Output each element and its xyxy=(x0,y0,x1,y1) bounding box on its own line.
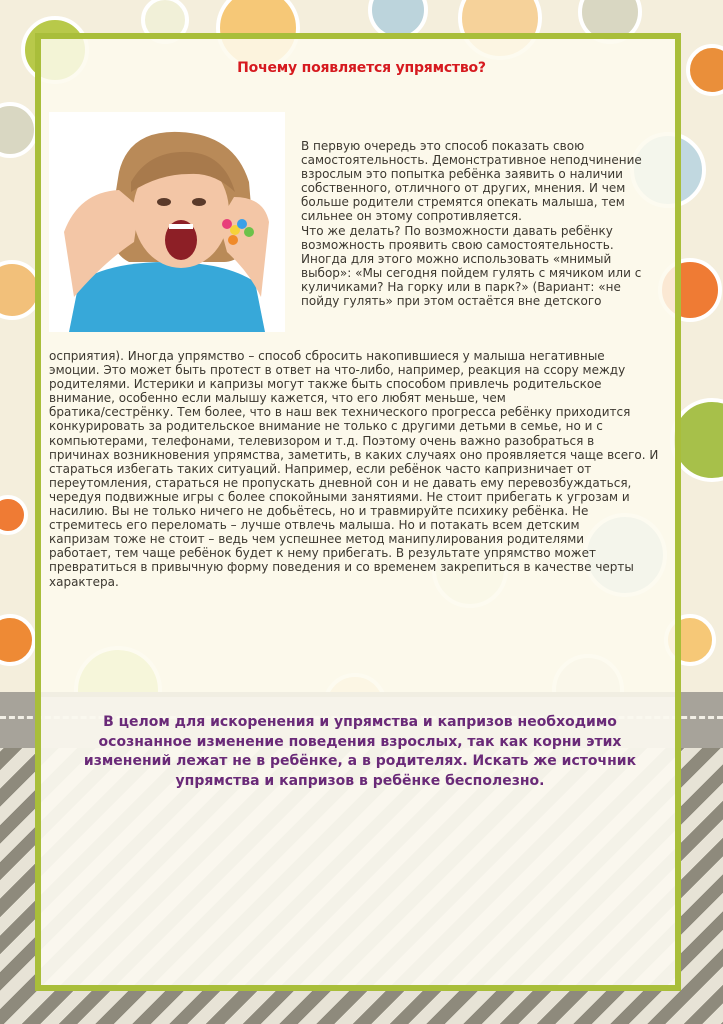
main-paragraph-text: осприятия). Иногда упрямство – способ сбросить накопившиеся у малыша негативные эмоции. Это может быть протест в ответ на что-либо, например, реакция на ссору между родителями. Истерики и капризы могут также быть способом привлечь родительское внимание, особенно если малышу кажется, что его любят меньше, чем братика/сестрёнку. Тем более, что в наш век технического прогресса ребёнку приходится конкурировать за родительское внимание не только с другими детьми в семье, но и с компьютерами, телефонами, телевизором и т.д. Поэтому очень важно разобраться в причинах возникновения упрямства, заметить, в каких случаях оно проявляется чаще всего. И стараться избегать таких ситуаций. Например, если ребёнок часто капризничает от переутомления, стараться не пропускать дневной сон и не давать ему перевозбуждаться, чередуя подвижные игры с более спокойными занятиями. Не стоит прибегать к угрозам и насилию. Вы не только ничего не добьётесь, но и травмируйте психику ребёнка. Не стремитесь его переломать – лучше отвлечь малыша. Но и потакать всем детским капризам тоже не стоит – ведь чем успешнее метод манипулирования родителями работает, тем чаще ребёнок будет к нему прибегать. В результате упрямство может превратиться в привычную форму поведения и со временем закрепиться в качестве черты характера. xyxy=(49,349,659,589)
screaming-child-photo xyxy=(49,112,285,332)
main-paragraph xyxy=(49,349,689,589)
conclusion-paragraph: В целом для искоренения и упрямства и капризов необходимо осознанное изменение поведения взрослых, так как корни этих изменений лежат не в ребёнке, а в родителях. Искать же источник упрямства и капризов в ребёнке бесполезно. xyxy=(83,714,637,789)
intro-paragraph xyxy=(301,139,681,308)
intro-paragraph-text: В первую очередь это способ показать свою самостоятельность. Демонстративное неподчинение взрослым это попытка ребёнка заявить о наличии собственного, отличного от других, мнения. И чем больше родители стремятся опекать малыша, тем сильнее он этому сопротивляется. Что же делать? По возможности давать ребёнку возможность проявить свою самостоятельность. Иногда для этого можно использовать «мнимый выбор»: «Мы сегодня пойдем гулять с мячиком или с куличиками? На горку или в парк?» (Вариант: «не пойду гулять» при этом остаётся вне детского xyxy=(301,139,642,309)
page-title: Почему появляется упрямство? xyxy=(237,60,486,76)
conclusion-text xyxy=(60,713,660,791)
